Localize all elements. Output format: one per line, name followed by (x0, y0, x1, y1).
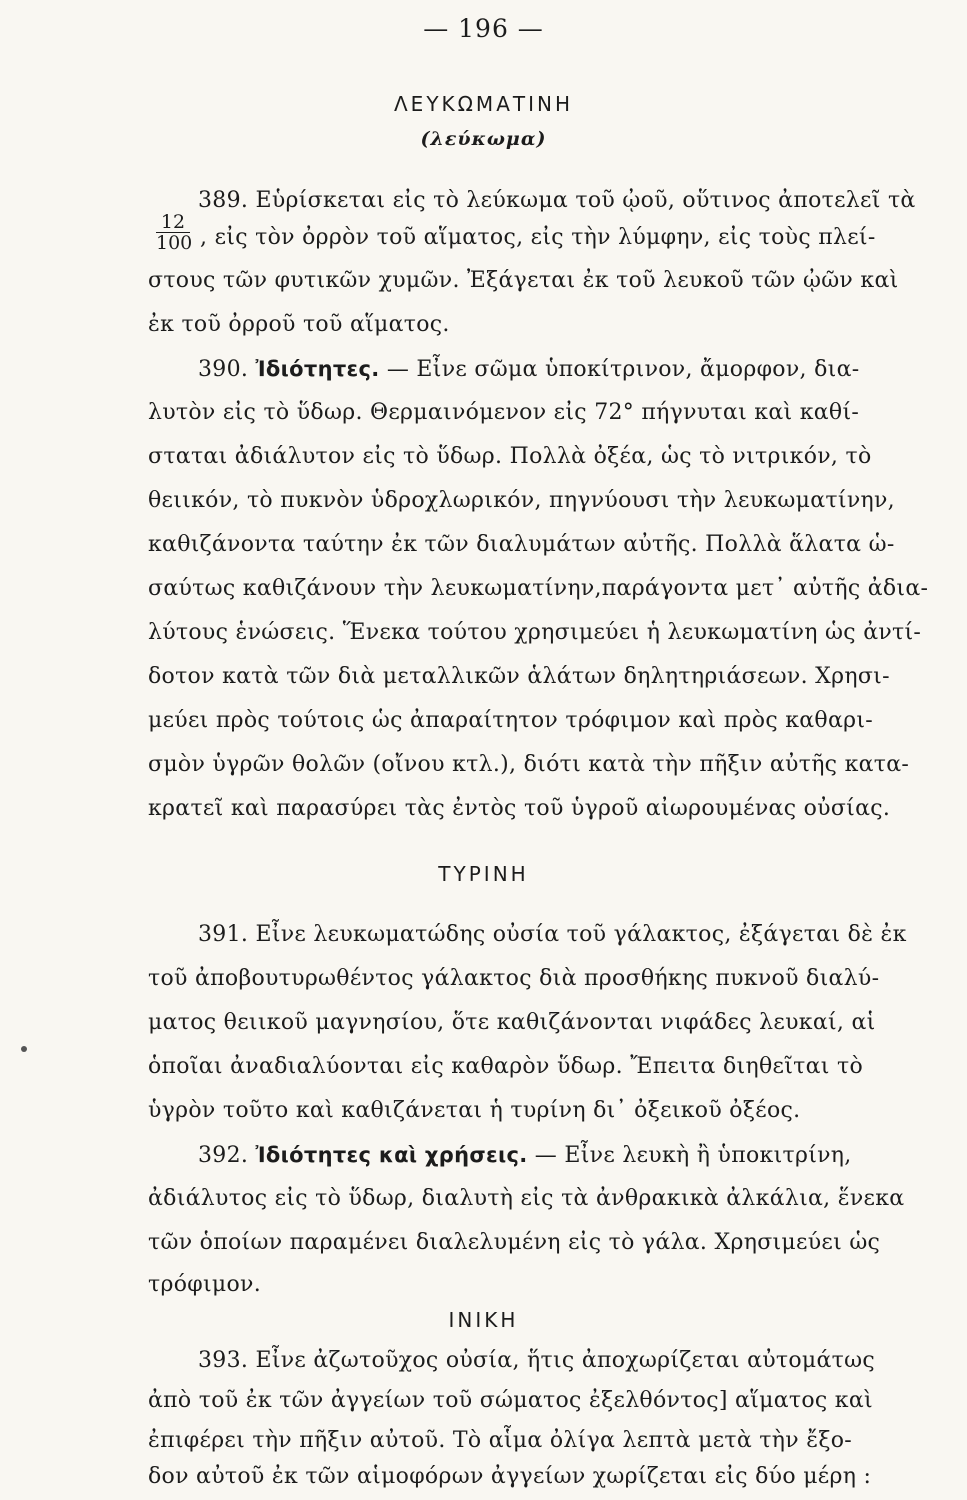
paragraph-line: μεύει πρὸς τούτοις ὡς ἀπαραίτητον τρόφιμον καὶ πρὸς καθαρι- (148, 708, 874, 733)
paragraph-line: σαύτως καθιζάνουν τὴν λευκωματίνην,παράγοντα μετ᾽ αὐτῆς ἀδια- (148, 576, 929, 601)
margin-ink-dot (21, 1046, 27, 1052)
paragraph-line: καθιζάνοντα ταύτην ἐκ τῶν διαλυμάτων αὐτῆς. Πολλὰ ἅλατα ὡ- (148, 532, 895, 557)
page-number: — 196 — (423, 14, 544, 43)
section-title-leukomatini: ΛΕΥΚΩΜΑΤΙΝΗ (394, 92, 573, 116)
section-title-tyrini: ΤΥΡΙΝΗ (438, 862, 529, 886)
paragraph-line: ματος θειικοῦ μαγνησίου, ὅτε καθιζάνονται νιφάδες λευκαί, αἱ (148, 1010, 876, 1035)
item-number: 390. (198, 357, 249, 382)
fraction-12-100 (148, 212, 198, 253)
item-text: — Εἶνε λευκὴ ἢ ὑποκιτρίνη, (534, 1143, 852, 1168)
paragraph-line: ἀπὸ τοῦ ἐκ τῶν ἀγγείων τοῦ σώματος ἐξελθόντος] αἵματος καὶ (148, 1388, 873, 1413)
item-heading: Ἰδιότητες. (255, 357, 380, 381)
paragraph-line: ἐκ τοῦ ὀρροῦ τοῦ αἵματος. (148, 312, 450, 337)
item-text: — Εἶνε σῶμα ὑποκίτρινον, ἄμορφον, δια- (386, 357, 860, 382)
paragraph-line-392 (198, 1140, 958, 1171)
paragraph-line: τῶν ὁποίων παραμένει διαλελυμένη εἰς τὸ γάλα. Χρησιμεύει ὡς (148, 1230, 881, 1255)
paragraph-line: 389. Εὑρίσκεται εἰς τὸ λεύκωμα τοῦ ᾠοῦ, οὕτινος ἀποτελεῖ τὰ (198, 188, 916, 213)
paragraph-line: λυτὸν εἰς τὸ ὕδωρ. Θερμαινόμενον εἰς 72° πήγνυται καὶ καθί- (148, 400, 860, 425)
paragraph-line: δον αὐτοῦ ἐκ τῶν αἱμοφόρων ἀγγείων χωρίζεται εἰς δύο μέρη : (148, 1464, 872, 1489)
fraction-numerator: 12 (160, 211, 186, 233)
paragraph-line: θειικόν, τὸ πυκνὸν ὑδροχλωρικόν, πηγνύουσι τὴν λευκωματίνην, (148, 488, 895, 513)
section-subtitle-leukoma: (λεύκωμα) (420, 128, 547, 150)
fraction-denominator: 100 (156, 232, 193, 254)
paragraph-line: , εἰς τὸν ὀρρὸν τοῦ αἵματος, εἰς τὴν λύμφην, εἰς τοὺς πλεί- (200, 225, 876, 250)
paragraph-line: λύτους ἑνώσεις. Ἕνεκα τούτου χρησιμεύει ἡ λευκωματίνη ὡς ἀντί- (148, 620, 922, 645)
paragraph-line: 391. Εἶνε λευκωματώδης οὐσία τοῦ γάλακτος, ἐξάγεται δὲ ἐκ (198, 922, 907, 947)
item-heading: Ἰδιότητες καὶ χρήσεις. (255, 1143, 528, 1167)
paragraph-line: σμὸν ὑγρῶν θολῶν (οἴνου κτλ.), διότι κατὰ τὴν πῆξιν αὐτῆς κατα- (148, 752, 910, 777)
paragraph-line: τοῦ ἀποβουτυρωθέντος γάλακτος διὰ προσθήκης πυκνοῦ διαλύ- (148, 966, 880, 991)
paragraph-line: κρατεῖ καὶ παρασύρει τὰς ἐντὸς τοῦ ὑγροῦ αἰωρουμένας οὐσίας. (148, 796, 891, 821)
item-number: 392. (198, 1143, 249, 1168)
paragraph-line: στους τῶν φυτικῶν χυμῶν. Ἐξάγεται ἐκ τοῦ λευκοῦ τῶν ᾠῶν καὶ (148, 268, 899, 293)
paragraph-line: 393. Εἶνε ἀζωτοῦχος οὐσία, ἥτις ἀποχωρίζεται αὐτομάτως (198, 1348, 876, 1373)
paragraph-line: σταται ἀδιάλυτον εἰς τὸ ὕδωρ. Πολλὰ ὀξέα, ὡς τὸ νιτρικόν, τὸ (148, 444, 872, 469)
paragraph-line: ὑγρὸν τοῦτο καὶ καθιζάνεται ἡ τυρίνη δι᾽ ὀξεικοῦ ὀξέος. (148, 1098, 801, 1123)
paragraph-line: ἀδιάλυτος εἰς τὸ ὕδωρ, διαλυτὴ εἰς τὰ ἀνθρακικὰ ἀλκάλια, ἕνεκα (148, 1186, 905, 1211)
paragraph-line: ἐπιφέρει τὴν πῆξιν αὐτοῦ. Τὸ αἷμα ὀλίγα λεπτὰ μετὰ τὴν ἔξο- (148, 1428, 853, 1453)
paragraph-line-390 (198, 354, 958, 385)
paragraph-line: τρόφιμον. (148, 1272, 261, 1297)
section-title-iniki: ΙΝΙΚΗ (448, 1308, 519, 1332)
paragraph-line: ὁποῖαι ἀναδιαλύονται εἰς καθαρὸν ὕδωρ. Ἔπειτα διηθεῖται τὸ (148, 1054, 863, 1079)
paragraph-line: δοτον κατὰ τῶν διὰ μεταλλικῶν ἁλάτων δηλητηριάσεων. Χρησι- (148, 664, 890, 689)
